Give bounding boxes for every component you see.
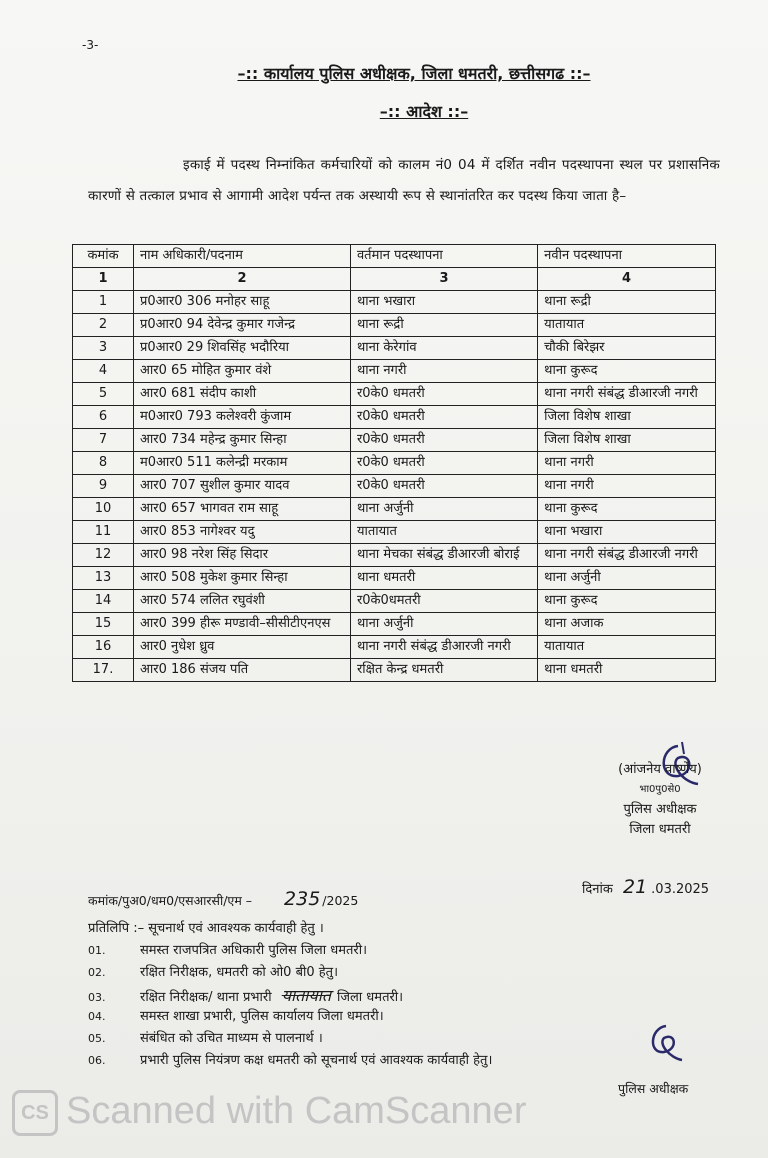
cell-new-posting: यातायात	[538, 636, 716, 659]
cell-new-posting: थाना धमतरी	[538, 659, 716, 682]
camscanner-logo-icon: CS	[12, 1090, 58, 1136]
cell-new-posting: थाना भखारा	[538, 521, 716, 544]
cell-name: आर0 657 भागवत राम साहू	[134, 498, 351, 521]
cell-current-posting: थाना धमतरी	[350, 567, 537, 590]
table-row	[73, 590, 716, 613]
column-number-row	[73, 268, 716, 291]
cell-serial: 15	[73, 613, 134, 636]
table-row	[73, 383, 716, 406]
reference-number: 235	[284, 888, 321, 910]
list-item: 01. समस्त राजपत्रित अधिकारी पुलिस जिला धमतरी।	[88, 943, 368, 958]
cell-serial: 6	[73, 406, 134, 429]
cell-name: प्र0आर0 29 शिवसिंह भदौरिया	[134, 337, 351, 360]
column-number: 2	[134, 268, 351, 291]
cell-new-posting: थाना नगरी	[538, 475, 716, 498]
cell-current-posting: थाना केरेगांव	[350, 337, 537, 360]
list-item: 04. समस्त शाखा प्रभारी, पुलिस कार्यालय जिला धमतरी।	[88, 1009, 384, 1024]
office-title: –:: कार्यालय पुलिस अधीक्षक, जिला धमतरी, छत्तीसगढ ::–	[237, 64, 591, 83]
cell-serial: 8	[73, 452, 134, 475]
copy-list	[88, 940, 492, 1072]
header-current-posting: वर्तमान पदस्थापना	[350, 245, 537, 268]
list-item: 05. संबंधित को उचित माध्यम से पालनार्थ ।	[88, 1031, 323, 1046]
signatory-block	[600, 760, 720, 840]
cell-serial: 11	[73, 521, 134, 544]
cell-new-posting: चौकी बिरेझर	[538, 337, 716, 360]
cell-current-posting: र0के0 धमतरी	[350, 383, 537, 406]
cell-serial: 14	[73, 590, 134, 613]
cell-current-posting: रक्षित केन्द्र धमतरी	[350, 659, 537, 682]
table-row	[73, 544, 716, 567]
table-row	[73, 475, 716, 498]
cell-serial: 10	[73, 498, 134, 521]
cell-new-posting: यातायात	[538, 314, 716, 337]
table-row	[73, 337, 716, 360]
cell-name: आर0 574 ललित रघुवंशी	[134, 590, 351, 613]
table-body	[73, 291, 716, 682]
table-row	[73, 659, 716, 682]
signatory-district: जिला धमतरी	[629, 822, 691, 837]
cell-serial: 17.	[73, 659, 134, 682]
reference-prefix: कमांक/पुअ0/धम0/एसआरसी/एम –	[88, 893, 253, 908]
cell-new-posting: थाना अजाक	[538, 613, 716, 636]
date-rest: .03.2025	[651, 882, 710, 897]
cell-current-posting: थाना नगरी	[350, 360, 537, 383]
header-serial: कमांक	[73, 245, 134, 268]
signature-mark-footer	[640, 1020, 690, 1070]
cell-name: आर0 508 मुकेश कुमार सिन्हा	[134, 567, 351, 590]
cell-serial: 2	[73, 314, 134, 337]
cell-current-posting: र0के0 धमतरी	[350, 429, 537, 452]
footer-signatory: पुलिस अधीक्षक	[618, 1081, 689, 1096]
cell-current-posting: र0के0धमतरी	[350, 590, 537, 613]
cell-current-posting: थाना रूद्री	[350, 314, 537, 337]
transfer-table	[72, 244, 716, 682]
cell-new-posting: जिला विशेष शाखा	[538, 406, 716, 429]
cell-serial: 12	[73, 544, 134, 567]
list-item: 02. रक्षित निरीक्षक, धमतरी को ओ0 बी0 हेतु।	[88, 965, 338, 980]
cell-name: प्र0आर0 306 मनोहर साहू	[134, 291, 351, 314]
cell-current-posting: र0के0 धमतरी	[350, 475, 537, 498]
cell-name: आर0 98 नरेश सिंह सिदार	[134, 544, 351, 567]
table-row	[73, 429, 716, 452]
cell-serial: 3	[73, 337, 134, 360]
table-header-row	[73, 245, 716, 268]
date-label: दिनांक	[582, 882, 613, 897]
cell-current-posting: थाना अर्जुनी	[350, 498, 537, 521]
list-item: 03. रक्षित निरीक्षक/ थाना प्रभारी यातायात जिला धमतरी।	[88, 986, 404, 1005]
reference-line	[88, 888, 358, 910]
cell-name: आर0 नुधेश ध्रुव	[134, 636, 351, 659]
table-row	[73, 360, 716, 383]
cell-name: म0आर0 511 कलेन्द्री मरकाम	[134, 452, 351, 475]
date-line	[582, 876, 709, 898]
cell-current-posting: थाना नगरी संबंद्ध डीआरजी नगरी	[350, 636, 537, 659]
order-title: –:: आदेश ::–	[379, 102, 469, 121]
watermark-text: Scanned with CamScanner	[66, 1090, 527, 1133]
table-row	[73, 314, 716, 337]
cell-serial: 7	[73, 429, 134, 452]
cell-name: आर0 707 सुशील कुमार यादव	[134, 475, 351, 498]
cell-current-posting: यातायात	[350, 521, 537, 544]
cell-new-posting: थाना कुरूद	[538, 590, 716, 613]
reference-year: /2025	[322, 893, 359, 908]
cell-serial: 9	[73, 475, 134, 498]
cell-name: आर0 399 हीरू मण्डावी–सीसीटीएनएस	[134, 613, 351, 636]
cell-new-posting: थाना नगरी संबंद्ध डीआरजी नगरी	[538, 383, 716, 406]
page-number: -3-	[82, 38, 99, 52]
cell-current-posting: थाना मेचका संबंद्ध डीआरजी बोराई	[350, 544, 537, 567]
cell-current-posting: थाना भखारा	[350, 291, 537, 314]
cell-name: आर0 681 संदीप काशी	[134, 383, 351, 406]
cell-current-posting: थाना अर्जुनी	[350, 613, 537, 636]
column-number: 1	[73, 268, 134, 291]
cell-serial: 1	[73, 291, 134, 314]
cell-new-posting: थाना कुरूद	[538, 360, 716, 383]
cell-name: आर0 853 नागेश्वर यदु	[134, 521, 351, 544]
list-item: 06. प्रभारी पुलिस नियंत्रण कक्ष धमतरी को सूचनार्थ एवं आवश्यक कार्यवाही हेतु।	[88, 1053, 493, 1068]
table-row	[73, 613, 716, 636]
signatory-designation: पुलिस अधीक्षक	[623, 802, 697, 817]
table-row	[73, 636, 716, 659]
table-row	[73, 406, 716, 429]
signatory-service: भा0पु0से0	[639, 784, 681, 795]
cell-name: प्र0आर0 94 देवेन्द्र कुमार गजेन्द्र	[134, 314, 351, 337]
cell-current-posting: र0के0 धमतरी	[350, 452, 537, 475]
table-row	[73, 521, 716, 544]
cell-new-posting: थाना नगरी संबंद्ध डीआरजी नगरी	[538, 544, 716, 567]
cell-name: आर0 186 संजय पति	[134, 659, 351, 682]
cell-new-posting: थाना अर्जुनी	[538, 567, 716, 590]
table-row	[73, 498, 716, 521]
cell-current-posting: र0के0 धमतरी	[350, 406, 537, 429]
header-name: नाम अधिकारी/पदनाम	[134, 245, 351, 268]
cell-serial: 13	[73, 567, 134, 590]
header-new-posting: नवीन पदस्थापना	[538, 245, 716, 268]
table-row	[73, 291, 716, 314]
scanner-watermark	[12, 1090, 712, 1140]
column-number: 4	[538, 268, 716, 291]
cell-name: आर0 65 मोहित कुमार वंशे	[134, 360, 351, 383]
column-number: 3	[350, 268, 537, 291]
cell-name: आर0 734 महेन्द्र कुमार सिन्हा	[134, 429, 351, 452]
table-row	[73, 452, 716, 475]
cell-name: म0आर0 793 कलेश्वरी कुंजाम	[134, 406, 351, 429]
cell-new-posting: जिला विशेष शाखा	[538, 429, 716, 452]
table-row	[73, 567, 716, 590]
intro-paragraph: इकाई में पदस्थ निम्नांकित कर्मचारियों को कालम नं0 04 में दर्शित नवीन पदस्थापना स्थल पर प्रशासनिक कारणों से तत्काल प्रभाव से आगामी आदेश पर्यन्त तक अस्थायी रूप से स्थानांतरित कर पदस्थ किया जाता है–	[88, 157, 720, 204]
date-day: 21	[622, 876, 648, 898]
cell-new-posting: थाना रूद्री	[538, 291, 716, 314]
cell-serial: 4	[73, 360, 134, 383]
cell-serial: 5	[73, 383, 134, 406]
cell-serial: 16	[73, 636, 134, 659]
copy-heading: प्रतिलिपि :– सूचनार्थ एवं आवश्यक कार्यवाही हेतु ।	[88, 921, 324, 936]
cell-new-posting: थाना नगरी	[538, 452, 716, 475]
signatory-name: (आंजनेय वार्ष्णेय)	[618, 762, 702, 777]
handwritten-insert: यातायात	[281, 986, 331, 1005]
cell-new-posting: थाना कुरूद	[538, 498, 716, 521]
